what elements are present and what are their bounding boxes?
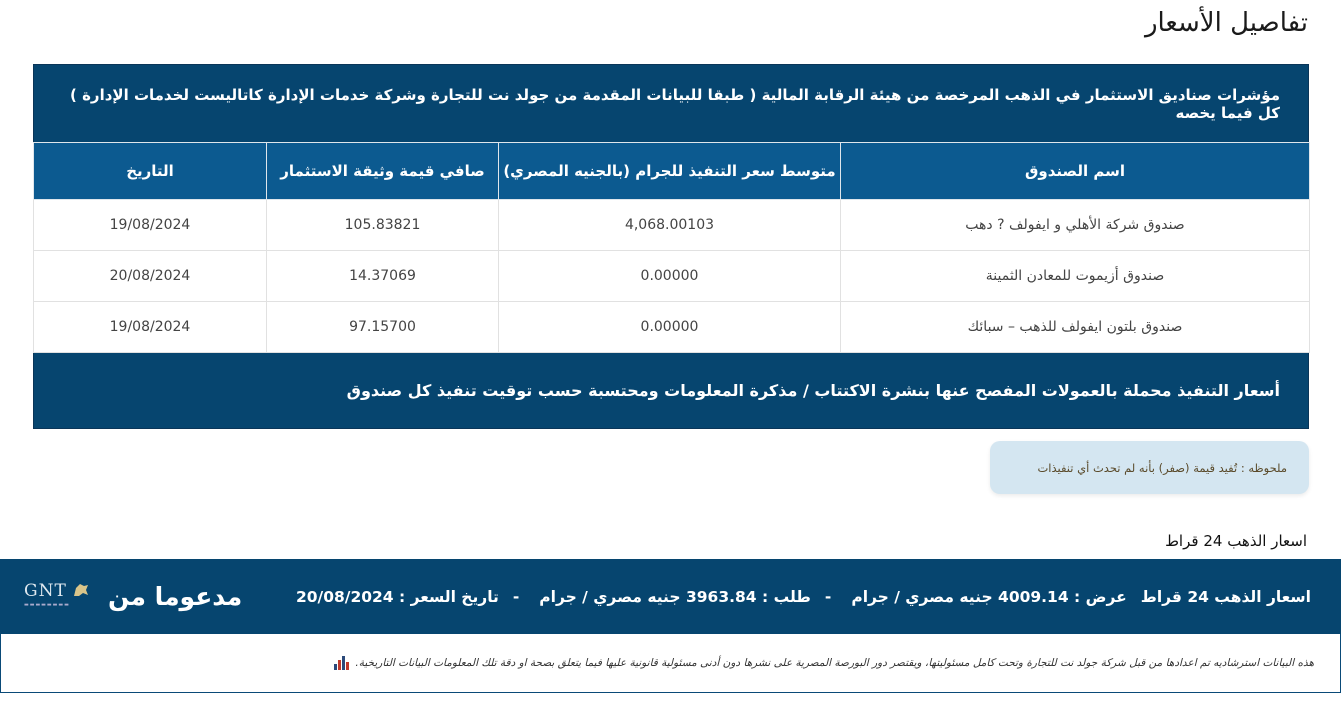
fund-name-cell: صندوق بلتون ايفولف للذهب – سبائك bbox=[841, 302, 1310, 353]
disclaimer bbox=[0, 634, 1341, 693]
disclaimer-text: هذه البيانات استرشاديه تم اعدادها من قبل شركة جولد نت للتجارة وتحت كامل مسئوليتها، ويقتصر دور البورصة المصرية على نشرها دون أدنى مسئولية قانونية عليها فيما يتعلق بصحة او دقة تلك المعلومات البيانات التاريخية. bbox=[355, 657, 1314, 669]
nav-cell: 14.37069 bbox=[267, 251, 499, 302]
avg-price-cell: 0.00000 bbox=[499, 251, 841, 302]
gnt-logo[interactable] bbox=[24, 581, 90, 613]
column-header-avg-price: متوسط سعر التنفيذ للجرام (بالجنيه المصري) bbox=[499, 143, 841, 200]
ticker-offer: عرض : 4009.14 جنيه مصري / جرام bbox=[851, 587, 1127, 606]
lion-icon bbox=[72, 582, 90, 598]
table-row bbox=[34, 251, 1310, 302]
date-cell: 19/08/2024 bbox=[34, 200, 267, 251]
column-header-nav: صافي قيمة وثيقة الاستثمار bbox=[267, 143, 499, 200]
ticker-title: اسعار الذهب 24 قراط bbox=[1140, 587, 1311, 606]
avg-price-cell: 0.00000 bbox=[499, 302, 841, 353]
bar-chart-icon[interactable] bbox=[334, 656, 349, 670]
funds-table-container bbox=[33, 64, 1309, 429]
ticker-separator: - bbox=[512, 587, 520, 606]
fund-name-cell: صندوق أزيموت للمعادن الثمينة bbox=[841, 251, 1310, 302]
gnt-logo-text: GNT bbox=[24, 581, 67, 601]
nav-cell: 105.83821 bbox=[267, 200, 499, 251]
table-row bbox=[34, 200, 1310, 251]
nav-cell: 97.15700 bbox=[267, 302, 499, 353]
sponsor-label: مدعوما من bbox=[108, 582, 243, 611]
table-row bbox=[34, 302, 1310, 353]
table-header-row bbox=[34, 143, 1310, 200]
gold-section-label: اسعار الذهب 24 قراط bbox=[1165, 532, 1307, 550]
gold-price-ticker bbox=[0, 559, 1341, 634]
note-text: ملحوظه : تُفيد قيمة (صفر) بأنه لم تحدث أي تنفيذات bbox=[1037, 460, 1287, 475]
ticker-text bbox=[290, 559, 1311, 634]
avg-price-cell: 4,068.00103 bbox=[499, 200, 841, 251]
ticker-date: تاريخ السعر : 20/08/2024 bbox=[295, 587, 499, 606]
column-header-date: التاريخ bbox=[34, 143, 267, 200]
funds-table-header: مؤشرات صناديق الاستثمار في الذهب المرخصة من هيئة الرقابة المالية ( طبقا للبيانات المقدمة من جولد نت للتجارة وشركة خدمات الإدارة كاتاليست لخدمات الإدارة ) كل فيما يخصه bbox=[33, 64, 1309, 142]
ticker-separator: - bbox=[824, 587, 832, 606]
date-cell: 20/08/2024 bbox=[34, 251, 267, 302]
column-header-fund-name: اسم الصندوق bbox=[841, 143, 1310, 200]
page-title: تفاصيل الأسعار bbox=[1144, 8, 1308, 38]
ticker-bid: طلب : 3963.84 جنيه مصري / جرام bbox=[539, 587, 811, 606]
zero-value-note bbox=[990, 441, 1309, 494]
fund-name-cell: صندوق شركة الأهلي و ايفولف ? دهب bbox=[841, 200, 1310, 251]
date-cell: 19/08/2024 bbox=[34, 302, 267, 353]
funds-table-footer: أسعار التنفيذ محملة بالعمولات المفصح عنها بنشرة الاكتتاب / مذكرة المعلومات ومحتسبة حسب توقيت تنفيذ كل صندوق bbox=[33, 353, 1309, 429]
logo-subtitle-graphic: ▬▬▬▬▬▬▬▬ bbox=[24, 602, 70, 608]
funds-table bbox=[33, 142, 1310, 353]
